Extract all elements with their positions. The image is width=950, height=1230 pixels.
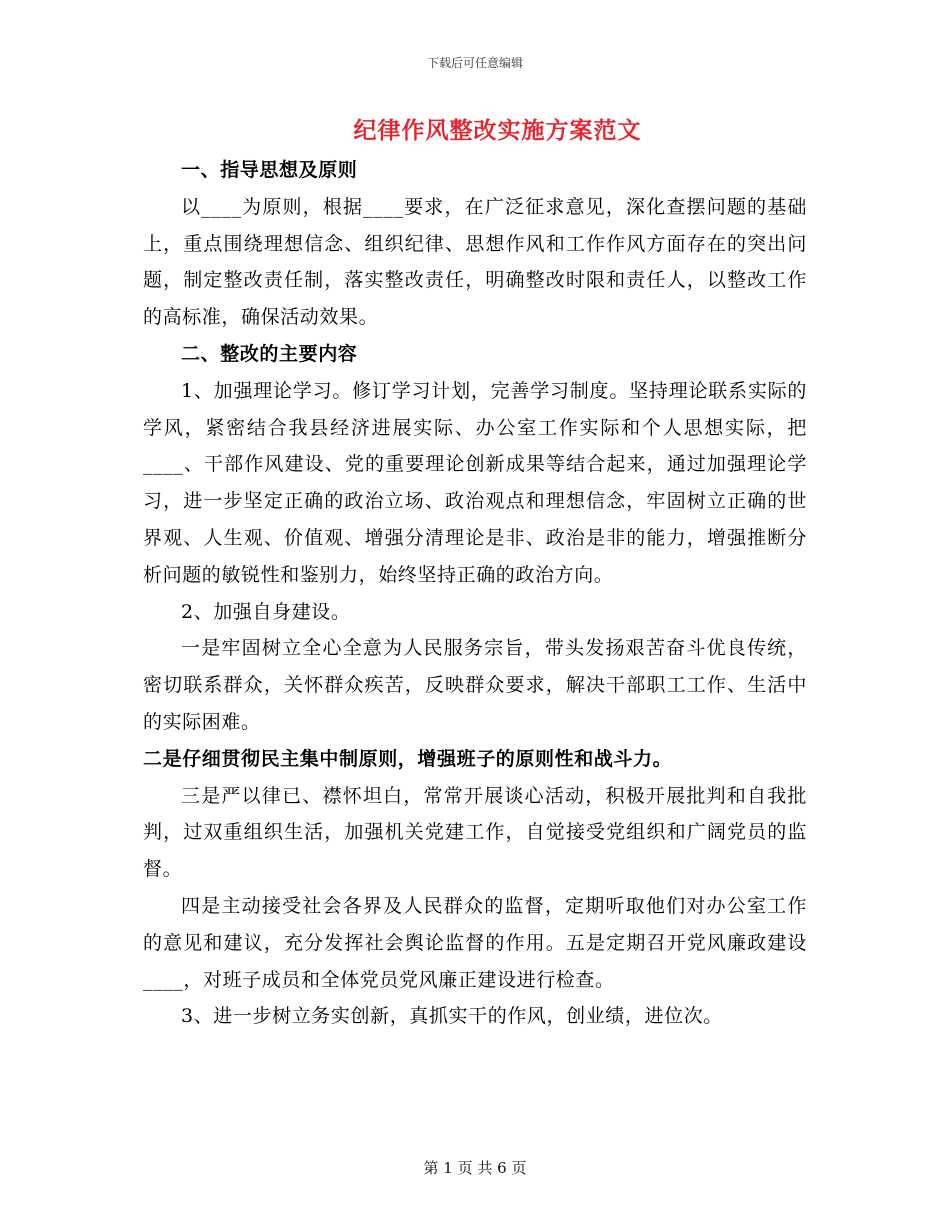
paragraph-point-three: 三是严以律已、襟怀坦白，常常开展谈心活动，积极开展批判和自我批判，过双重组织生活，加强机关党建工作，自觉接受党组织和广阔党员的监督。 <box>143 784 807 881</box>
paragraph-principles: 以____为原则，根据____要求，在广泛征求意见，深化查摆问题的基础上，重点围绕理想信念、组织纪律、思想作风和工作作风方面存在的突出问题，制定整改责任制，落实整改责任，明确整改时限和责任人，以整改工作的高标准，确保活动效果。 <box>143 195 807 329</box>
section-heading-2: 二、整改的主要内容 <box>181 342 358 365</box>
paragraph-point-four-five: 四是主动接受社会各界及人民群众的监督，定期听取他们对办公室工作的意见和建议，充分发挥社会舆论监督的作用。五是定期召开党风廉政建设____，对班子成员和全体党员党风廉正建设进行检查。 <box>143 894 807 991</box>
paragraph-point-one: 一是牢固树立全心全意为人民服务宗旨，带头发扬艰苦奋斗优良传统，密切联系群众，关怀群众疾苦，反映群众要求，解决干部职工工作、生活中的实际困难。 <box>143 637 807 733</box>
document-title: 纪律作风整改实施方案范文 <box>353 117 642 144</box>
paragraph-point-two: 二是仔细贯彻民主集中制原则，增强班子的原则性和战斗力。 <box>143 747 673 770</box>
header-note: 下载后可任意编辑 <box>426 56 523 70</box>
paragraph-pragmatic-style: 3、进一步树立务实创新，真抓实干的作风，创业绩，进位次。 <box>181 1005 723 1028</box>
document-body <box>143 152 807 1035</box>
section-heading-1: 一、指导思想及原则 <box>181 159 358 181</box>
paragraph-theory-study: 1、加强理论学习。修订学习计划，完善学习制度。坚持理论联系实际的学风，紧密结合我县经济进展实际、办公室工作实际和个人思想实际，把____、干部作风建设、党的重要理论创新成果等结合起来，通过加强理论学习，进一步坚定正确的政治立场、政治观点和理想信念，牢固树立正确的世界观、人生观、价值观、增强分清理论是非、政治是非的能力，增强推断分析问题的敏锐性和鉴别力，始终坚持正确的政治方向。 <box>143 379 807 586</box>
page-footer: 第 1 页 共 6 页 <box>423 1159 527 1177</box>
paragraph-self-building: 2、加强自身建设。 <box>181 600 351 623</box>
